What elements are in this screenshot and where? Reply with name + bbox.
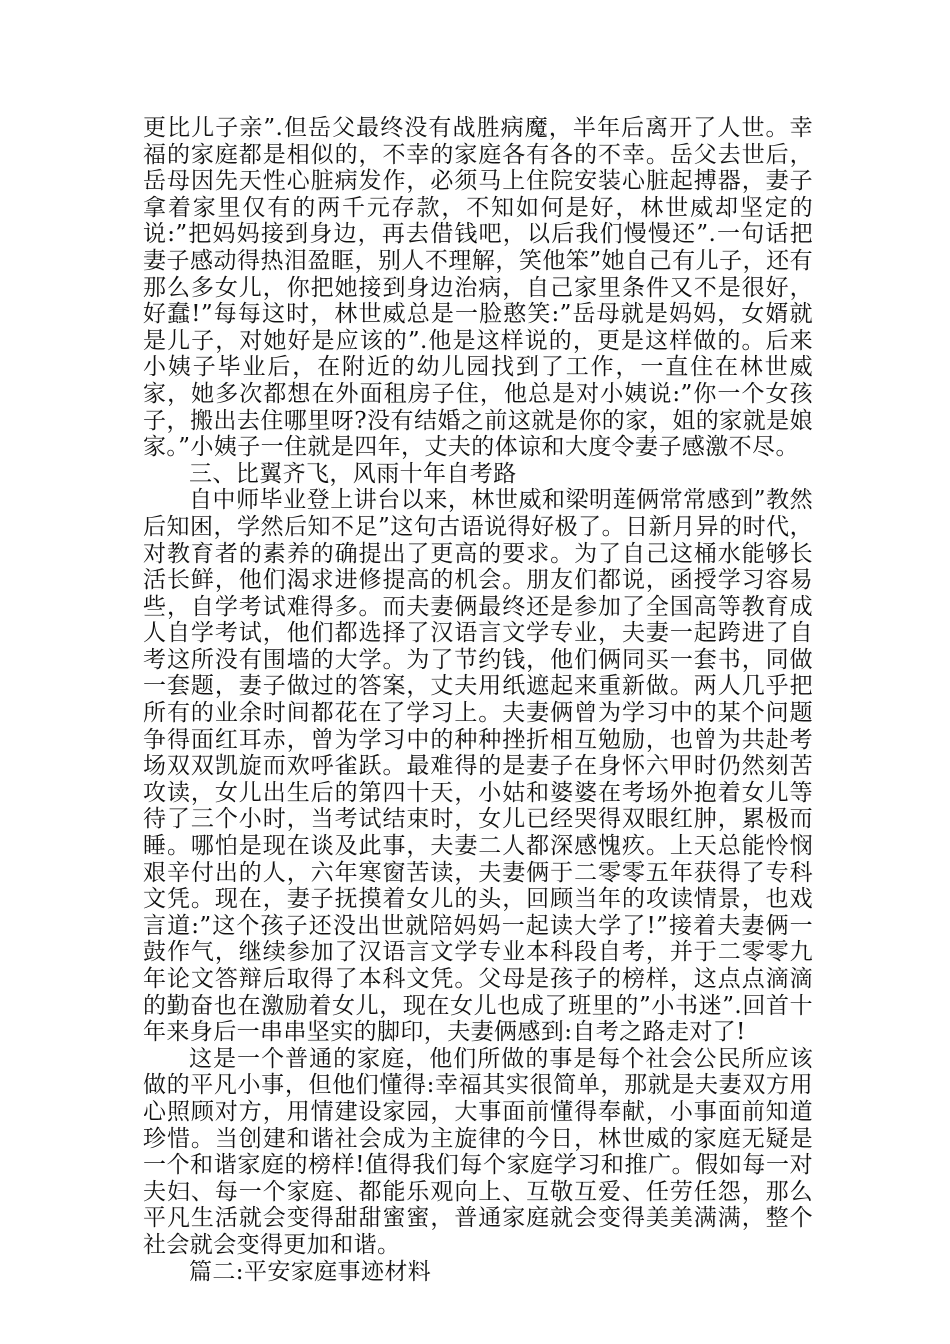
document-page [143, 115, 813, 1285]
next-article-heading: 篇二:平安家庭事迹材料 [189, 1258, 432, 1285]
paragraph-family-care: 更比儿子亲”.但岳父最终没有战胜病魔，半年后离开了人世。幸福的家庭都是相似的，不幸的家庭各有各的不幸。岳父去世后，岳母因先天性心脏病发作，必须马上住院安装心脏起搏器，妻子拿着家里仅有的两千元存款，不知如何是好，林世威却坚定的说:”把妈妈接到身边，再去借钱吧，以后我们慢慢还”.一句话把妻子感动得热泪盈眶，别人不理解，笑他笨”她自己有儿子，还有那么多女儿，你把她接到身边治病，自己家里条件又不是很好，好蠢!”每每这时，林世威总是一脸憨笑:”岳母就是妈妈，女婿就是儿子，对她好是应该的”.他是这样说的，更是这样做的。后来小姨子毕业后，在附近的幼儿园找到了工作，一直住在林世威家，她多次都想在外面租房子住，他总是对小姨说:”你一个女孩子，搬出去住哪里呀?没有结婚之前这就是你的家，姐的家就是娘家。”小姨子一住就是四年，丈夫的体谅和大度令妻子感激不尽。 [143, 115, 813, 461]
section-heading-self-study: 三、比翼齐飞，风雨十年自考路 [189, 460, 517, 487]
paragraph-self-study: 自中师毕业登上讲台以来，林世威和梁明莲俩常常感到”教然后知困，学然后知不足”这句古语说得好极了。日新月异的时代，对教育者的素养的确提出了更高的要求。为了自己这桶水能够长活长鲜，他们渴求进修提高的机会。朋友们都说，函授学习容易些，自学考试难得多。而夫妻俩最终还是参加了全国高等教育成人自学考试，他们都选择了汉语言文学专业，夫妻一起跨进了自考这所没有围墙的大学。为了节约钱，他们俩同买一套书，同做一套题，妻子做过的答案，丈夫用纸遮起来重新做。两人几乎把所有的业余时间都花在了学习上。夫妻俩曾为学习中的某个问题争得面红耳赤，曾为学习中的种种挫折相互勉励，也曾为共赴考场双双凯旋而欢呼雀跃。最难得的是妻子在身怀六甲时仍然刻苦攻读，女儿出生后的第四十天，小姑和婆婆在考场外抱着女儿等待了三个小时，当考试结束时，女儿已经哭得双眼红肿，累极而睡。哪怕是现在谈及此事，夫妻二人都深感愧疚。上天总能怜悯艰辛付出的人，六年寒窗苦读，夫妻俩于二零零五年获得了专科文凭。现在，妻子抚摸着女儿的头，回顾当年的攻读情景，也戏言道:”这个孩子还没出世就陪妈妈一起读大学了!”接着夫妻俩一鼓作气，继续参加了汉语言文学专业本科段自考，并于二零零九年论文答辩后取得了本科文凭。父母是孩子的榜样，这点点滴滴的勤奋也在激励着女儿，现在女儿也成了班里的”小书迷”.回首十年来身后一串串坚实的脚印，夫妻俩感到:自考之路走对了! [143, 487, 813, 1046]
paragraph-conclusion: 这是一个普通的家庭，他们所做的事是每个社会公民所应该做的平凡小事，但他们懂得:幸福其实很简单，那就是夫妻双方用心照顾对方，用情建设家园，大事面前懂得奉献，小事面前知道珍惜。当创建和谐社会成为主旋律的今日，林世威的家庭无疑是一个和谐家庭的榜样!值得我们每个家庭学习和推广。假如每一对夫妇、每一个家庭、都能乐观向上、互敬互爱、任劳任怨，那么平凡生活就会变得甜甜蜜蜜，普通家庭就会变得美美满满，整个社会就会变得更加和谐。 [143, 1045, 813, 1258]
